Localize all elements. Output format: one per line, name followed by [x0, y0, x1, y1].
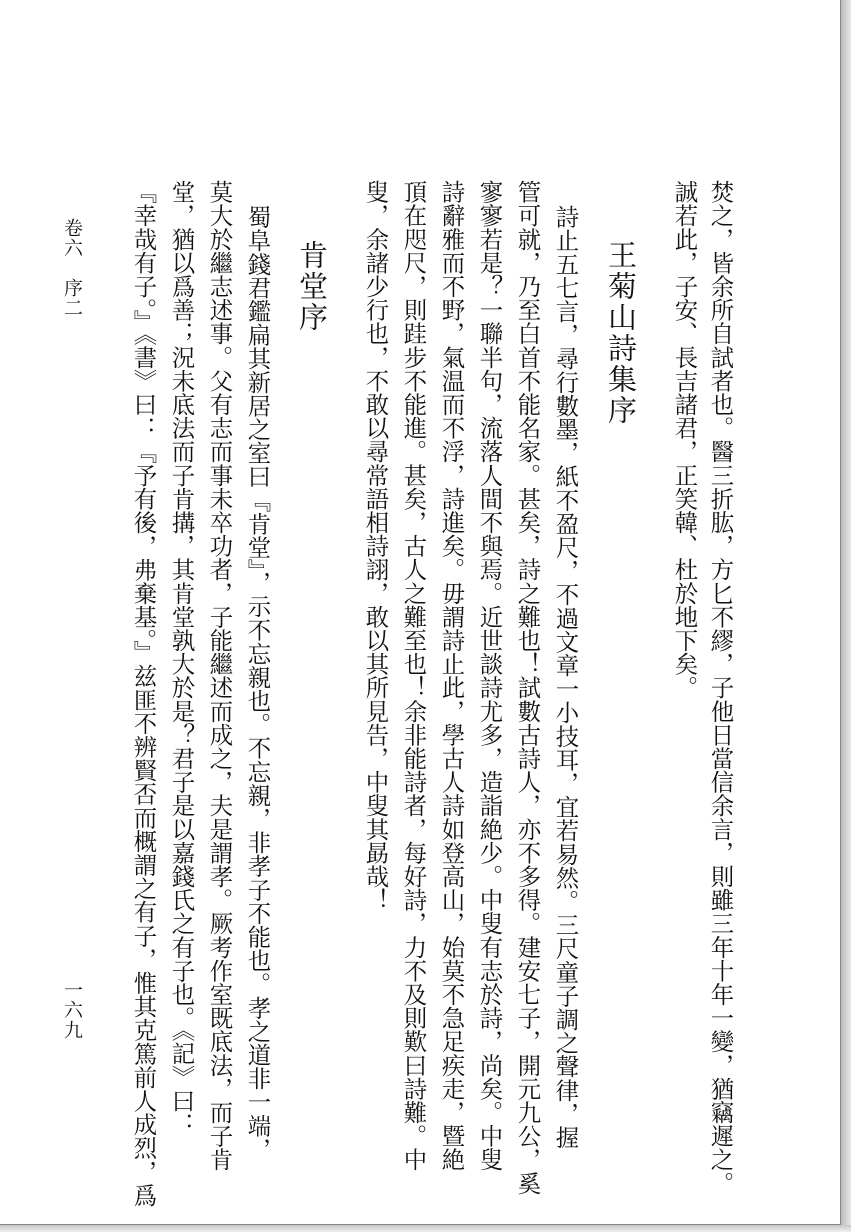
- page-bottom-edge: [0, 1225, 851, 1232]
- text-column-6: 詩辭雅而不野，氣温而不浮，詩進矣。毋謂詩止此，學古人詩如登高山，始莫不急足疾走，暨絶: [437, 180, 466, 1172]
- text-column-1: 焚之，皆余所自試者也。醫三折肱，方匕不繆，子他日當信余言，則雖三年十年一變，猶竊遲之。: [706, 180, 735, 1195]
- page-number: 一六九: [61, 980, 83, 1040]
- text-column-9: 蜀阜錢君鑑扁其新居之室曰『肯堂』，示不忘親也。不忘親，非孝子不能也。孝之道非一端，: [243, 205, 272, 1161]
- text-column-2: 誠若此，子安、長吉諸君，正笑韓、杜於地下矣。: [670, 180, 699, 700]
- section-title-wang-jushan: 王菊山詩集序: [604, 240, 638, 426]
- scrollbar-edge: [841, 0, 851, 1232]
- section-title-kentang: 肯堂序: [295, 240, 329, 333]
- text-column-8: 叟，余諸少行也，不敢以尋常語相詩詡，敢以其所見告，中叟其勗哉！: [361, 180, 390, 912]
- text-column-11: 堂，猶以爲善；況未底法而子肯搆，其肯堂孰大於是？君子是以嘉錢氏之有子也。《記》曰：: [167, 180, 196, 1136]
- running-head: 卷六 序二: [61, 218, 83, 318]
- text-column-12: 『幸哉有子。』《書》曰：『予有後，弗棄基。』兹匪不辨賢否而概謂之有子，惟其克篤前人成烈，爲: [129, 180, 158, 1207]
- text-column-5: 寥寥若是？一聯半句，流落人間不與焉。近世談詩尤多，造詣絶少。中叟有志於詩，尚矣。中叟: [475, 180, 504, 1172]
- text-column-7: 頂在咫尺，則跬步不能進。甚矣，古人之難至也！余非能詩者，每好詩，力不及則歎曰詩難。中: [399, 180, 428, 1172]
- text-column-10: 莫大於繼志述事。父有志而事未卒功者，子能繼述而成之，夫是謂孝。厥考作室既底法，而子肯: [205, 180, 234, 1172]
- text-column-4: 管可就，乃至白首不能名家。甚矣，詩之難也！試數古詩人，亦不多得。建安七子，開元九公，奚: [513, 180, 542, 1195]
- text-column-3: 詩止五七言，尋行數墨，紙不盈尺，不過文章一小技耳，宜若易然。三尺童子調之聲律，握: [551, 205, 580, 1149]
